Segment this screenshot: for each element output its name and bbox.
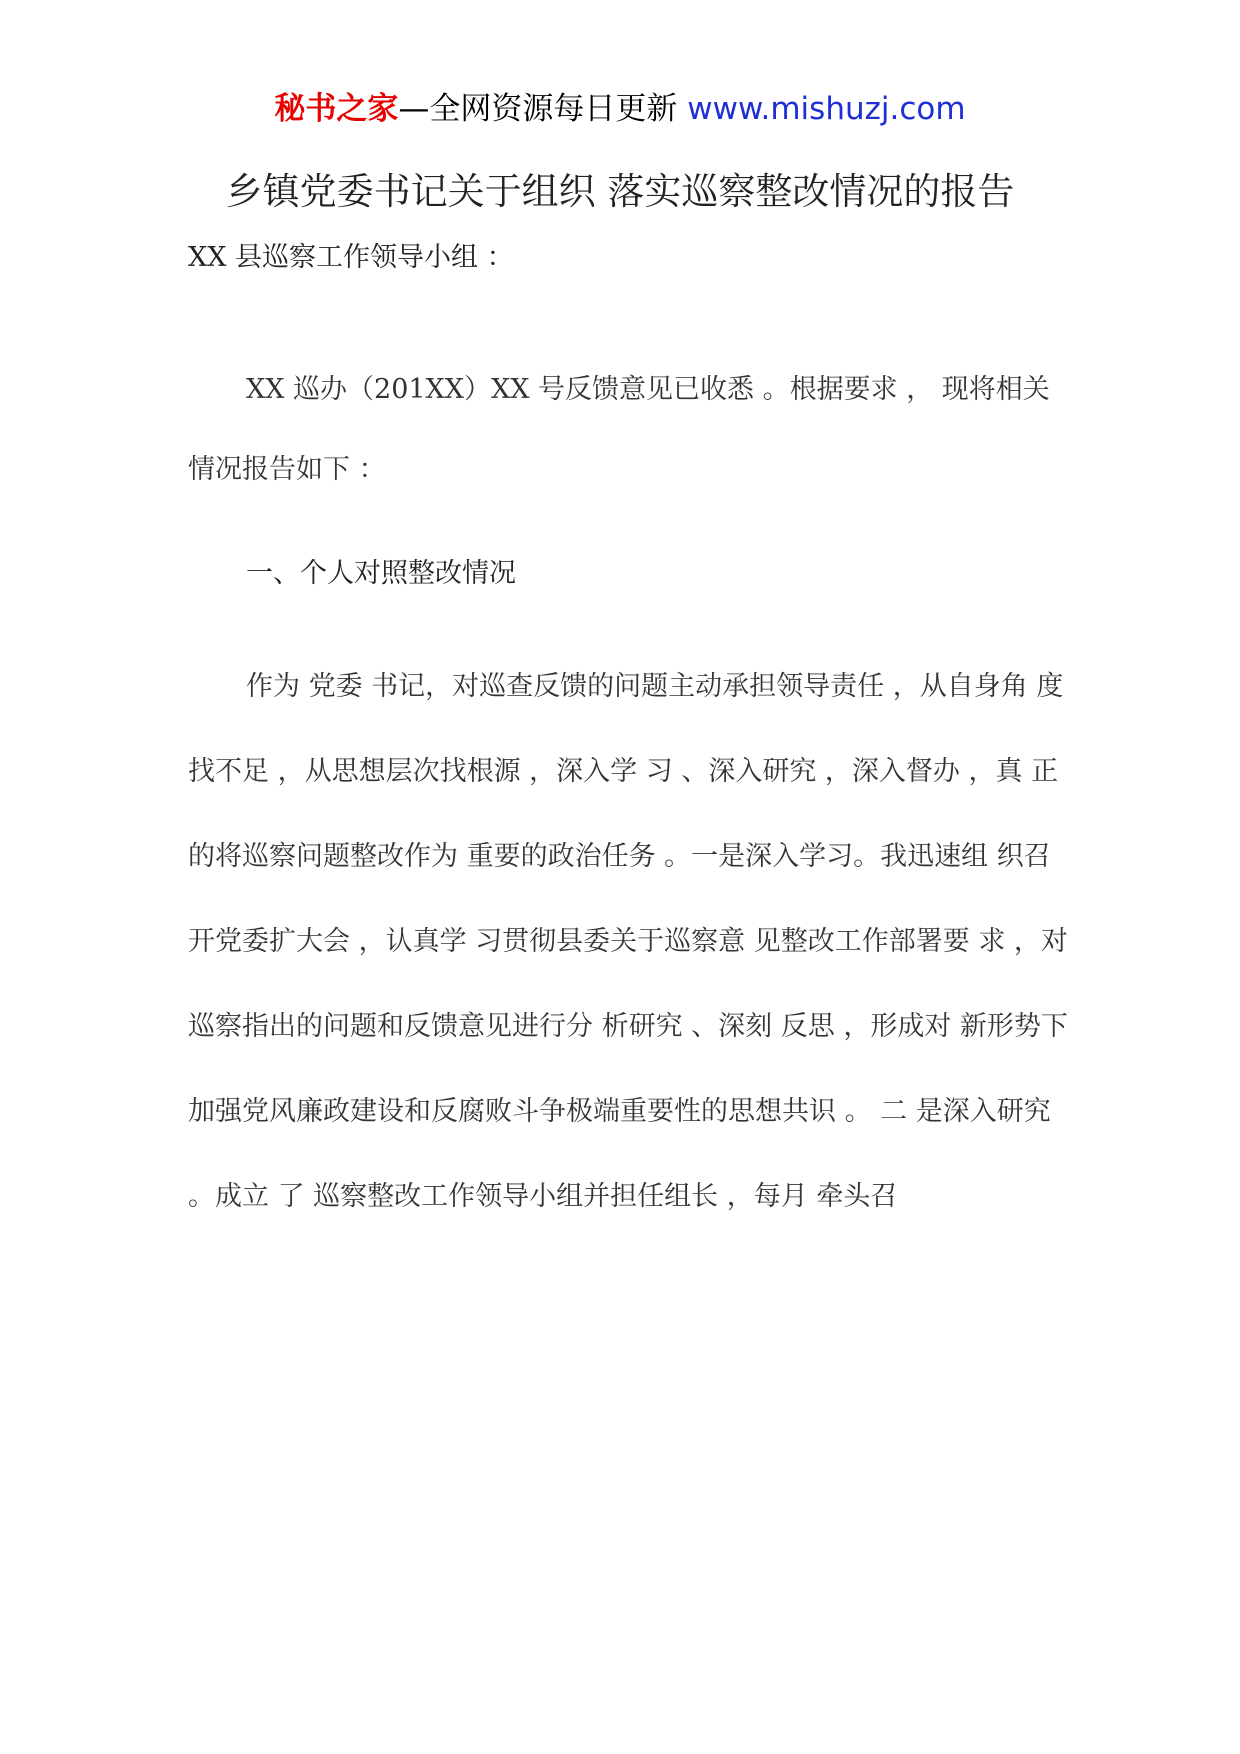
banner-url-link[interactable]: www.mishuzj.com	[687, 91, 966, 127]
document-title: 乡镇党委书记关于组织 落实巡察整改情况的报告	[225, 170, 1015, 213]
site-banner	[0, 84, 1240, 134]
paragraph-intro: XX 巡办（201XX）XX 号反馈意见已收悉 。根据要求 ， 现将相关情况报告如下 ：	[188, 374, 1050, 485]
paragraph-body: 作为 党委 书记，对巡查反馈的问题主动承担领导责任 ，从自身角 度找不足 ，从思想层次找根源 ，深入学 习 、深入研究 ，深入督办 ，真 正的将巡察问题整改作为 重要的政治任务 。一是深入学习。我迅速组 织召开党委扩大会 ，认真学 习贯彻县委关于巡察意 见整改工作部署要 求 ，对巡察指出的问题和反馈意见进行分 析研究 、深刻 反思 ，形成对 新形势下加强党风廉政建设和反腐败斗争极端重要性的思想共识 。 二 是深入研究 。成立 了 巡察整改工作领导小组并担任组长 ，每月 牵头召	[188, 671, 1068, 1212]
section-heading-1: 一、个人对照整改情况	[246, 558, 516, 589]
banner-slogan: —全网资源每日更新	[398, 91, 678, 127]
banner-brand: 秘书之家	[274, 91, 399, 127]
salutation: XX 县巡察工作领导小组 ：	[188, 242, 514, 273]
